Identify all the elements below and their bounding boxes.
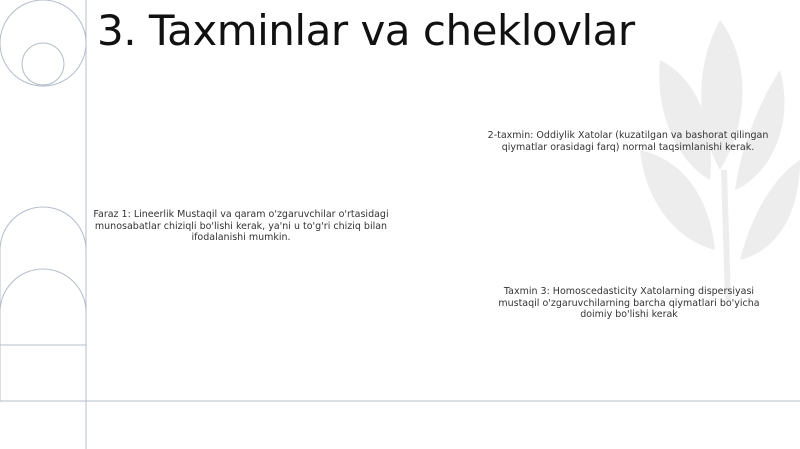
circle-small — [22, 43, 64, 85]
arch-lower — [0, 269, 86, 401]
assumption-3-text: Taxmin 3: Homoscedasticity Xatolarning dispersiyasi mustaqil o'zgaruvchilarning barcha qiymatlari bo'yicha doimiy bo'lishi kerak — [498, 286, 760, 320]
arch-upper — [0, 207, 86, 345]
assumption-1-text: Faraz 1: Lineerlik Mustaqil va qaram o'zgaruvchilar o'rtasidagi munosabatlar chiziqli bo'lishi kerak, ya'ni u to'g'ri chiziq bilan ifodalanishi mumkin. — [93, 209, 389, 243]
assumption-2-text: 2-taxmin: Oddiylik Xatolar (kuzatilgan va bashorat qilingan qiymatlar orasidagi farq) normal taqsimlanishi kerak. — [487, 130, 769, 153]
slide-title: 3. Taxminlar va cheklovlar — [97, 6, 635, 55]
